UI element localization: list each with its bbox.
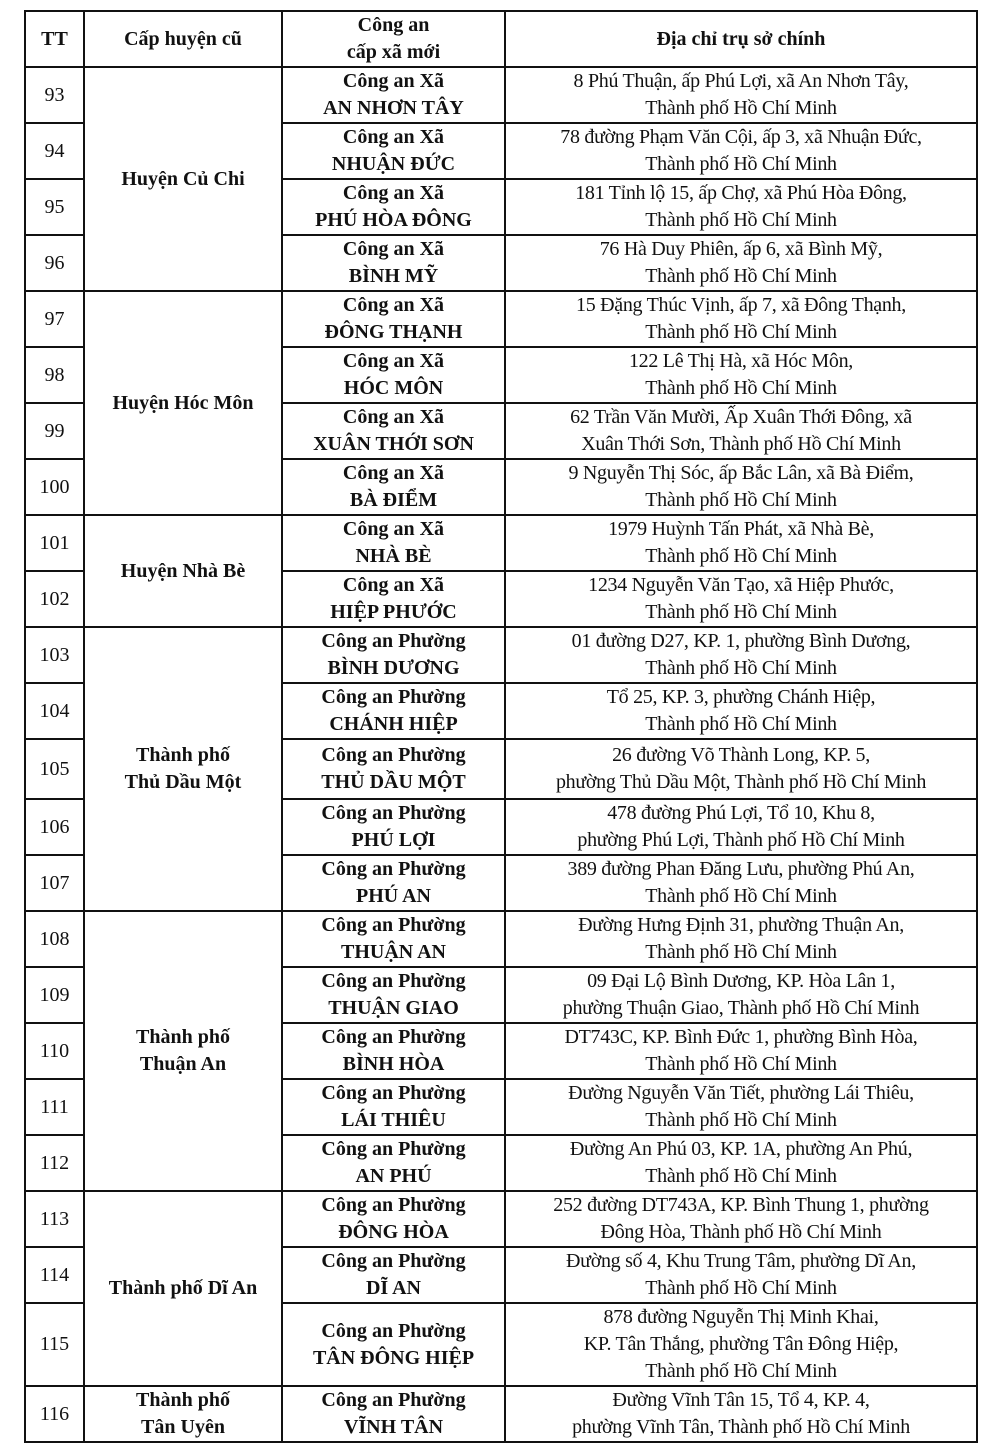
table-row <box>25 627 977 683</box>
unit-type: Công an Phường <box>321 970 466 992</box>
police-units-table <box>24 10 978 1443</box>
unit-type: Công an Phường <box>321 1082 466 1104</box>
row-number: 115 <box>25 1303 84 1386</box>
address-line1: 26 đường Võ Thành Long, KP. 5, <box>612 744 870 766</box>
unit-type: Công an Phường <box>321 744 466 766</box>
unit-type: Công an Xã <box>342 574 445 596</box>
row-number: 111 <box>25 1079 84 1135</box>
address-cell <box>505 911 977 967</box>
old-district-line2: Tân Uyên <box>141 1416 225 1438</box>
row-number: 116 <box>25 1386 84 1442</box>
table-row <box>25 911 977 967</box>
address-cell <box>505 799 977 855</box>
unit-name: CHÁNH HIỆP <box>329 713 458 735</box>
address-cell <box>505 403 977 459</box>
address-cell <box>505 347 977 403</box>
unit-name: BÌNH DƯƠNG <box>327 657 460 679</box>
new-police-unit-cell <box>282 459 505 515</box>
address-line1: 252 đường DT743A, KP. Bình Thung 1, phường <box>553 1194 929 1216</box>
address-line2: Thành phố Hồ Chí Minh <box>645 321 837 343</box>
address-line2: Thành phố Hồ Chí Minh <box>645 941 837 963</box>
unit-name: PHÚ LỢI <box>351 829 436 851</box>
new-police-unit-cell <box>282 291 505 347</box>
unit-type: Công an Xã <box>342 406 445 428</box>
table-body <box>25 67 977 1442</box>
unit-type: Công an Phường <box>321 1389 466 1411</box>
unit-type: Công an Phường <box>321 1250 466 1272</box>
address-line2: Thành phố Hồ Chí Minh <box>645 1053 837 1075</box>
address-cell <box>505 235 977 291</box>
unit-name: ĐÔNG HÒA <box>338 1221 449 1243</box>
old-district-cell <box>84 911 282 1191</box>
unit-name: NHÀ BÈ <box>355 545 432 567</box>
unit-name: HÓC MÔN <box>343 377 444 399</box>
address-line2: Thành phố Hồ Chí Minh <box>645 601 837 623</box>
address-cell <box>505 739 977 799</box>
address-line2: KP. Tân Thắng, phường Tân Đông Hiệp, <box>583 1333 899 1355</box>
address-line2: Thành phố Hồ Chí Minh <box>645 97 837 119</box>
old-district-line1: Thành phố Dĩ An <box>108 1277 258 1299</box>
old-district-line1: Thành phố <box>136 744 230 766</box>
address-line1: 8 Phú Thuận, ấp Phú Lợi, xã An Nhơn Tây, <box>573 70 909 92</box>
row-number: 95 <box>25 179 84 235</box>
unit-name: PHÚ AN <box>356 885 431 907</box>
row-number: 114 <box>25 1247 84 1303</box>
row-number: 102 <box>25 571 84 627</box>
old-district-cell <box>84 67 282 291</box>
address-line1: 62 Trần Văn Mười, Ấp Xuân Thới Đông, xã <box>570 406 912 428</box>
unit-type: Công an Phường <box>321 1194 466 1216</box>
address-line2: Thành phố Hồ Chí Minh <box>645 1277 837 1299</box>
unit-type: Công an Xã <box>342 182 445 204</box>
address-line1: 76 Hà Duy Phiên, ấp 6, xã Bình Mỹ, <box>599 238 883 260</box>
address-line2: Thành phố Hồ Chí Minh <box>645 545 837 567</box>
address-cell <box>505 1079 977 1135</box>
new-police-unit-cell <box>282 123 505 179</box>
row-number: 107 <box>25 855 84 911</box>
unit-name: DĨ AN <box>365 1277 421 1299</box>
unit-type: Công an Phường <box>321 802 466 824</box>
unit-type: Công an Xã <box>342 70 445 92</box>
table-row <box>25 291 977 347</box>
row-number: 109 <box>25 967 84 1023</box>
address-line1: 78 đường Phạm Văn Cội, ấp 3, xã Nhuận Đức, <box>560 126 922 148</box>
row-number: 104 <box>25 683 84 739</box>
new-police-unit-cell <box>282 799 505 855</box>
address-line2: Đông Hòa, Thành phố Hồ Chí Minh <box>600 1221 882 1243</box>
address-line1: 478 đường Phú Lợi, Tổ 10, Khu 8, <box>607 802 875 824</box>
header-new-police <box>282 11 505 67</box>
unit-name: PHÚ HÒA ĐÔNG <box>315 209 472 231</box>
unit-name: THỦ DẦU MỘT <box>321 771 466 793</box>
address-line1: 878 đường Nguyễn Thị Minh Khai, <box>603 1306 879 1328</box>
address-line2: Thành phố Hồ Chí Minh <box>645 1109 837 1131</box>
address-cell <box>505 179 977 235</box>
address-cell <box>505 1191 977 1247</box>
address-line1: 1234 Nguyễn Văn Tạo, xã Hiệp Phước, <box>588 574 894 596</box>
header-new-police-line1: Công an <box>357 14 430 36</box>
unit-name: BÌNH HÒA <box>342 1053 445 1075</box>
unit-name: AN PHÚ <box>355 1165 432 1187</box>
address-cell <box>505 683 977 739</box>
row-number: 106 <box>25 799 84 855</box>
address-line1: 389 đường Phan Đăng Lưu, phường Phú An, <box>567 858 915 880</box>
address-line1: 01 đường D27, KP. 1, phường Bình Dương, <box>571 630 911 652</box>
address-line1: Đường Nguyễn Văn Tiết, phường Lái Thiêu, <box>568 1082 914 1104</box>
table-row <box>25 1191 977 1247</box>
address-cell <box>505 459 977 515</box>
row-number: 113 <box>25 1191 84 1247</box>
row-number: 101 <box>25 515 84 571</box>
old-district-line1: Huyện Hóc Môn <box>112 391 254 414</box>
unit-type: Công an Phường <box>321 686 466 708</box>
new-police-unit-cell <box>282 627 505 683</box>
unit-name: BÀ ĐIỂM <box>349 489 438 511</box>
address-cell <box>505 967 977 1023</box>
row-number: 108 <box>25 911 84 967</box>
address-line2: Thành phố Hồ Chí Minh <box>645 377 837 399</box>
new-police-unit-cell <box>282 911 505 967</box>
new-police-unit-cell <box>282 855 505 911</box>
unit-name: XUÂN THỚI SƠN <box>313 433 474 455</box>
header-new-police-line2: cấp xã mới <box>346 41 441 63</box>
address-cell <box>505 1303 977 1386</box>
address-cell <box>505 1247 977 1303</box>
row-number: 93 <box>25 67 84 123</box>
old-district-line1: Thành phố <box>136 1026 230 1048</box>
address-cell <box>505 571 977 627</box>
address-line1: Đường An Phú 03, KP. 1A, phường An Phú, <box>569 1138 913 1160</box>
address-line2: Thành phố Hồ Chí Minh <box>645 153 837 175</box>
address-cell <box>505 67 977 123</box>
new-police-unit-cell <box>282 403 505 459</box>
address-line1: Đường Hưng Định 31, phường Thuận An, <box>578 914 904 936</box>
unit-type: Công an Xã <box>342 518 445 540</box>
old-district-line1: Thành phố <box>136 1389 230 1411</box>
address-line1: DT743C, KP. Bình Đức 1, phường Bình Hòa, <box>564 1026 918 1048</box>
address-line2: Thành phố Hồ Chí Minh <box>645 885 837 907</box>
new-police-unit-cell <box>282 571 505 627</box>
address-line1: 09 Đại Lộ Bình Dương, KP. Hòa Lân 1, <box>587 970 895 992</box>
new-police-unit-cell <box>282 347 505 403</box>
unit-type: Công an Phường <box>321 1138 466 1160</box>
new-police-unit-cell <box>282 683 505 739</box>
row-number: 94 <box>25 123 84 179</box>
new-police-unit-cell <box>282 1191 505 1247</box>
address-line2: Thành phố Hồ Chí Minh <box>645 209 837 231</box>
unit-type: Công an Phường <box>321 1319 466 1342</box>
address-line2: Thành phố Hồ Chí Minh <box>645 657 837 679</box>
old-district-cell <box>84 291 282 515</box>
old-district-line2: Thủ Dầu Một <box>124 771 242 793</box>
unit-type: Công an Xã <box>342 350 445 372</box>
unit-type: Công an Xã <box>342 126 445 148</box>
address-line2: phường Thủ Dầu Một, Thành phố Hồ Chí Minh <box>555 771 927 793</box>
row-number: 99 <box>25 403 84 459</box>
address-line2: Thành phố Hồ Chí Minh <box>645 489 837 511</box>
address-cell <box>505 1135 977 1191</box>
old-district-cell <box>84 627 282 911</box>
header-tt: TT <box>25 11 84 67</box>
unit-name: THUẬN AN <box>340 941 446 963</box>
address-line2: phường Thuận Giao, Thành phố Hồ Chí Minh <box>562 997 920 1019</box>
row-number: 96 <box>25 235 84 291</box>
unit-name: HIỆP PHƯỚC <box>330 601 457 623</box>
address-cell <box>505 515 977 571</box>
new-police-unit-cell <box>282 1247 505 1303</box>
table-header-row <box>25 11 977 67</box>
new-police-unit-cell <box>282 1135 505 1191</box>
unit-name: THUẬN GIAO <box>328 997 459 1019</box>
address-cell <box>505 1023 977 1079</box>
address-line2: Thành phố Hồ Chí Minh <box>645 265 837 287</box>
address-line2: Thành phố Hồ Chí Minh <box>645 713 837 735</box>
unit-type: Công an Phường <box>321 858 466 880</box>
address-line1: Tổ 25, KP. 3, phường Chánh Hiệp, <box>606 686 876 708</box>
address-line2: phường Vĩnh Tân, Thành phố Hồ Chí Minh <box>572 1416 910 1438</box>
new-police-unit-cell <box>282 235 505 291</box>
address-line2: phường Phú Lợi, Thành phố Hồ Chí Minh <box>577 829 905 851</box>
unit-name: BÌNH MỸ <box>348 265 439 287</box>
address-cell <box>505 627 977 683</box>
address-line1: 181 Tỉnh lộ 15, ấp Chợ, xã Phú Hòa Đông, <box>575 182 907 204</box>
address-line2: Thành phố Hồ Chí Minh <box>645 1165 837 1187</box>
new-police-unit-cell <box>282 967 505 1023</box>
unit-name: NHUẬN ĐỨC <box>331 153 456 175</box>
address-line1: Đường Vĩnh Tân 15, Tổ 4, KP. 4, <box>612 1389 870 1411</box>
table-row <box>25 515 977 571</box>
unit-name: TÂN ĐÔNG HIỆP <box>312 1346 475 1369</box>
unit-name: AN NHƠN TÂY <box>323 97 464 119</box>
header-address: Địa chỉ trụ sở chính <box>505 11 977 67</box>
row-number: 105 <box>25 739 84 799</box>
new-police-unit-cell <box>282 739 505 799</box>
unit-type: Công an Phường <box>321 1026 466 1048</box>
new-police-unit-cell <box>282 515 505 571</box>
new-police-unit-cell <box>282 179 505 235</box>
unit-name: ĐÔNG THẠNH <box>324 321 463 343</box>
new-police-unit-cell <box>282 1303 505 1386</box>
unit-type: Công an Phường <box>321 914 466 936</box>
address-line1: 9 Nguyễn Thị Sóc, ấp Bắc Lân, xã Bà Điểm, <box>568 462 914 484</box>
unit-type: Công an Xã <box>342 462 445 484</box>
new-police-unit-cell <box>282 1023 505 1079</box>
row-number: 112 <box>25 1135 84 1191</box>
table-row <box>25 67 977 123</box>
address-line1: 122 Lê Thị Hà, xã Hóc Môn, <box>628 350 853 372</box>
unit-name: LÁI THIÊU <box>341 1109 446 1131</box>
row-number: 103 <box>25 627 84 683</box>
address-cell <box>505 855 977 911</box>
address-line1: 15 Đặng Thúc Vịnh, ấp 7, xã Đông Thạnh, <box>576 294 906 316</box>
row-number: 110 <box>25 1023 84 1079</box>
address-line1: 1979 Huỳnh Tấn Phát, xã Nhà Bè, <box>608 518 874 540</box>
new-police-unit-cell <box>282 1079 505 1135</box>
old-district-line1: Huyện Củ Chi <box>121 167 245 190</box>
header-old-district: Cấp huyện cũ <box>84 11 282 67</box>
old-district-line2: Thuận An <box>139 1053 227 1075</box>
address-cell <box>505 123 977 179</box>
address-line2: Xuân Thới Sơn, Thành phố Hồ Chí Minh <box>581 433 901 455</box>
unit-type: Công an Phường <box>321 630 466 652</box>
row-number: 100 <box>25 459 84 515</box>
address-line1: Đường số 4, Khu Trung Tâm, phường Dĩ An, <box>566 1250 916 1272</box>
address-cell <box>505 291 977 347</box>
old-district-line1: Huyện Nhà Bè <box>120 559 246 582</box>
unit-name: VĨNH TÂN <box>343 1416 444 1438</box>
address-line3: Thành phố Hồ Chí Minh <box>645 1360 837 1382</box>
new-police-unit-cell <box>282 67 505 123</box>
row-number: 97 <box>25 291 84 347</box>
row-number: 98 <box>25 347 84 403</box>
old-district-cell <box>84 515 282 627</box>
old-district-cell <box>84 1191 282 1386</box>
unit-type: Công an Xã <box>342 294 445 316</box>
unit-type: Công an Xã <box>342 238 445 260</box>
